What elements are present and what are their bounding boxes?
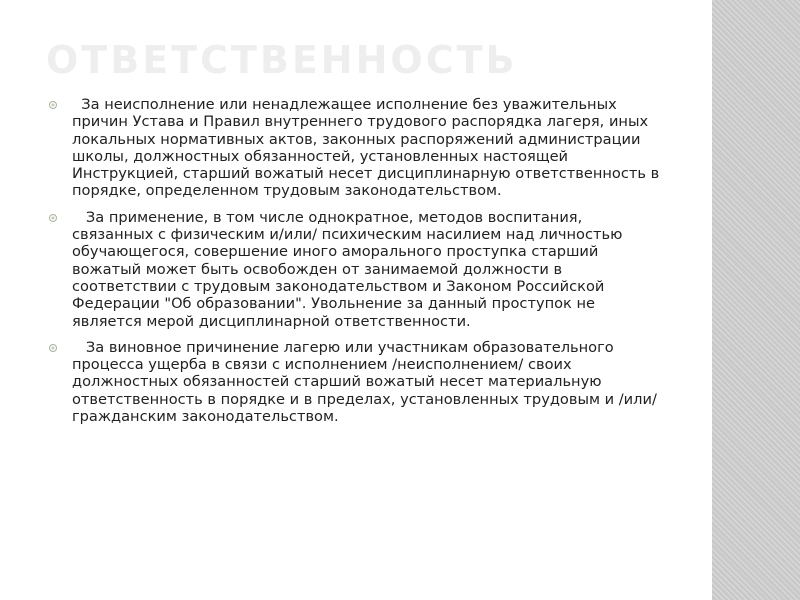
slide-title: ОТВЕТСТВЕННОСТЬ bbox=[46, 38, 518, 82]
side-decoration-band bbox=[712, 0, 800, 600]
bullet-circle-icon bbox=[49, 214, 57, 222]
bullet-text: За виновное причинение лагерю или участникам образовательного процесса ущерба в связи с исполнением /неисполнением/ своих должностных обязанностей старший вожатый несет материальную ответственность в порядке и в пределах, установленных трудовым и /или/ гражданским законодательством. bbox=[72, 338, 662, 426]
bullet-item bbox=[46, 96, 668, 200]
bullet-list bbox=[46, 96, 668, 434]
bullet-circle-icon bbox=[49, 101, 57, 109]
bullet-text: За применение, в том числе однократное, методов воспитания, связанных с физическим и/или/ психическим насилием над личностью обучающегося, совершение иного аморального проступка старший вожатый может быть освобожден от занимаемой должности в соответствии с трудовым законодательством и Законом Российской Федерации "Об образовании". Увольнение за данный проступок не является мерой дисциплинарной ответственности. bbox=[72, 208, 628, 330]
bullet-item bbox=[46, 209, 668, 330]
bullet-circle-icon bbox=[49, 344, 57, 352]
bullet-item bbox=[46, 339, 668, 425]
bullet-text: За неисполнение или ненадлежащее исполнение без уважительных причин Устава и Правил внутреннего трудового распорядка лагеря, иных локальных нормативных актов, законных распоряжений администрации школы, должностных обязанностей, установленных настоящей Инструкцией, старший вожатый несет дисциплинарную ответственность в порядке, определенном трудовым законодательством. bbox=[72, 96, 664, 200]
